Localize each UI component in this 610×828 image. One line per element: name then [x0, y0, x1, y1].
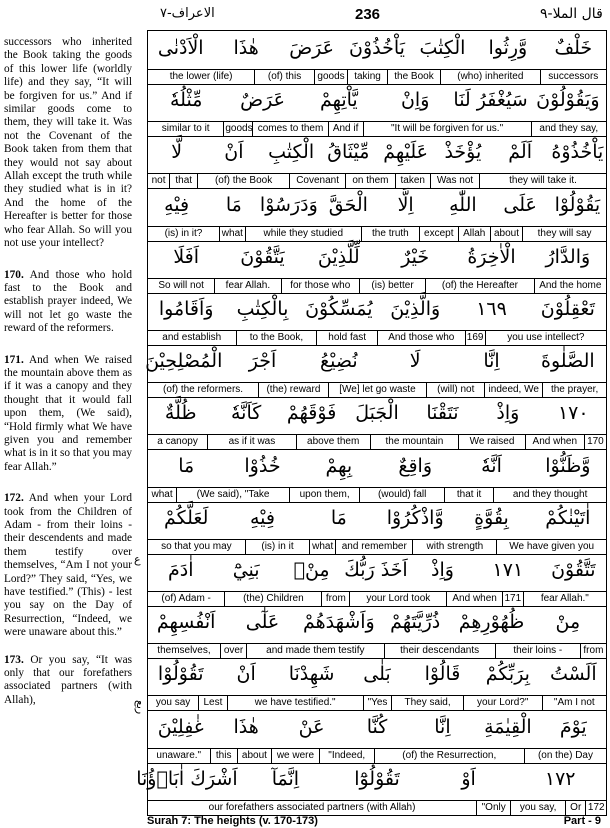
word-translation: they will say	[522, 227, 606, 241]
arabic-word: الْحَقَّ	[328, 193, 368, 216]
arabic-word: اَلَسْتُ	[549, 663, 597, 686]
word-translation: you use intellect?	[485, 331, 606, 345]
word-translation: Was not	[430, 174, 479, 188]
arabic-line	[148, 188, 606, 226]
footer-surah-title: Surah 7: The heights (v. 170-173)	[147, 815, 318, 827]
arabic-word: يَاْخُذُوْنَ	[349, 37, 405, 59]
word-translation: (of) the Book	[197, 174, 289, 188]
word-translation: So will not	[158, 279, 204, 291]
word-translation: (is) in it?	[164, 227, 203, 239]
arabic-word: تَتَّقُوْنَ	[551, 559, 596, 581]
word-translation: what	[151, 488, 173, 500]
word-translation: upon them,	[289, 488, 359, 502]
arabic-word: اَجْرَ	[248, 350, 277, 373]
word-translation: the Book	[387, 70, 440, 84]
verse-translation: 173. Or you say, “It was only that our forefathers associated partners (with Allah),	[4, 653, 132, 706]
arabic-word: قَالُوْا	[424, 663, 461, 686]
arabic-word: وَاَقَامُوا	[158, 298, 214, 320]
arabic-word: مِّيْثَاقُ	[327, 141, 370, 164]
word-translation: 172	[585, 801, 606, 815]
arabic-word: وَيَقُوْلُوْنَ	[536, 89, 600, 112]
word-translation: that it	[444, 488, 493, 502]
arabic-word: مَا	[225, 193, 242, 216]
word-translation: not	[151, 175, 166, 187]
word-translation: and remember	[335, 540, 412, 554]
word-translation: "Indeed,	[319, 749, 374, 763]
word-translation: And if	[328, 122, 363, 136]
arabic-line	[148, 501, 606, 539]
arabic-line	[148, 240, 606, 278]
word-translation: we were	[271, 749, 319, 763]
arabic-word: بِرَبِّكُمْ	[485, 663, 530, 686]
arabic-word: اٰدَمَ	[167, 559, 194, 581]
arabic-word: يَوْمَ	[559, 715, 587, 738]
word-translation: (would) fall	[359, 488, 444, 502]
word-translation: goods	[225, 123, 253, 135]
word-translation: indeed, We	[484, 383, 542, 397]
word-translation: for those who	[281, 279, 359, 293]
word-translation: you say	[155, 697, 191, 709]
arabic-word: بِقُوَّةٍ	[474, 506, 509, 529]
arabic-word: هٰذَا	[233, 37, 259, 59]
arabic-word: اَوْ	[461, 767, 476, 790]
word-translation: while they studied	[245, 227, 361, 241]
word-translation: (who) inherited	[440, 70, 540, 84]
arabic-word: نُضِيْعُ	[320, 350, 358, 373]
word-translation: with strength	[412, 540, 496, 554]
arabic-word: الْكِتٰبِ	[268, 141, 315, 164]
arabic-word: تَقُوْلُوْا	[157, 663, 204, 686]
arabic-word: لَّا	[171, 141, 183, 164]
word-translation: (will) not	[426, 383, 484, 397]
arabic-word: ١٧٢	[544, 767, 576, 790]
arabic-word: وَّظَنُّوْا	[545, 454, 591, 477]
word-translation: [We] let go waste	[328, 383, 427, 397]
arabic-word: كُنَّا	[366, 715, 388, 738]
arabic-word: تَعْقِلُوْنَ	[540, 298, 595, 320]
word-translation: Allah	[458, 227, 490, 241]
verse-translation: 170. And those who hold fast to the Book and establish prayer indeed, We will not let go waste the reward of the reformers.	[4, 268, 132, 335]
arabic-word: عَنْ	[298, 715, 325, 738]
word-translation: "Am I not	[542, 696, 606, 710]
arabic-word: اَنَّهٗ	[481, 454, 502, 477]
word-translation: (the) reward	[258, 383, 328, 397]
word-translation: and they say,	[531, 122, 606, 136]
word-translation: what	[219, 227, 245, 241]
word-translation: from	[321, 592, 349, 606]
arabic-word: اَخَذَ رَبُّكَ	[344, 559, 408, 581]
arabic-word: اَنْ	[224, 141, 244, 164]
arabic-word: يَقُوْلُوْا	[554, 193, 601, 216]
arabic-word: خُذُوْا	[244, 454, 281, 477]
arabic-word: خَيْرٌ	[401, 245, 430, 268]
word-translation: (We said), "Take	[176, 488, 289, 502]
word-translation: your Lord took	[349, 592, 446, 606]
arabic-word: يَّاْتِهِمْ	[319, 89, 358, 112]
arabic-word: ظُلَّةٌ	[164, 402, 197, 425]
arabic-word: مِّثْلُهٗ	[169, 89, 203, 112]
word-translation: We have given you	[496, 540, 606, 554]
word-translation: this	[210, 749, 237, 763]
verse-translation: successors who inherited the Book taking the goods of this lower life (worldly life) and they say, “It will be forgiven for us.” And if similar goods come to them, they will take it. Was not the Covenant of the Book taken from them that they would not say about Allah except the truth while they studied what is in it? And the home of the Hereafter is better for those who fear Allah. So will you not use your intellect?	[4, 36, 132, 250]
arabic-word: اللّٰهِ	[449, 193, 477, 216]
arabic-word: لَعَلَّكُمْ	[163, 506, 209, 529]
arabic-word: عَرَضَ	[289, 37, 334, 59]
word-translation: (of) the Resurrection,	[374, 749, 524, 763]
word-translation: Covenant	[289, 174, 345, 188]
arabic-word: اَنْفُسِهِمْ	[156, 611, 216, 634]
word-translation: we have testified."	[227, 696, 363, 710]
word-translation: you say,	[510, 801, 565, 815]
arabic-word: يَاْخُذُوْهُ	[551, 141, 604, 164]
arabic-word: وَالدَّارُ	[545, 245, 591, 268]
arabic-word: اَفَلَا	[173, 245, 200, 268]
word-translation: so that you may	[161, 540, 232, 552]
verse-translation: 171. And when We raised the mountain above them as if it was a canopy and they thought that it would fall upon them, (We said), “Hold firmly what We have given you and remember what is in it so that you may fear Allah.”	[4, 353, 132, 473]
word-translation: that	[169, 174, 197, 188]
arabic-word: الصَّلٰوةَ	[541, 350, 595, 373]
arabic-word: وَاِنْ	[400, 89, 430, 112]
arabic-word: بَنِيْٓ	[232, 559, 260, 581]
arabic-line	[148, 396, 606, 434]
verse-translation: 172. And when your Lord took from the Children of Adam - from their loins - their descendents and made them testify over themselves, “Am I not your Lord?” They said, “Yes, we have testified.” (This) - lest you say on the Day of Resurrection, “Indeed, we were unaware about this.”	[4, 492, 132, 639]
arabic-word: فِيْهِ	[250, 506, 276, 529]
word-translation: "It will be forgiven for us."	[363, 122, 531, 136]
arabic-word: شَهِدْنَا	[288, 663, 335, 686]
rub-marker: ربع	[134, 700, 147, 715]
word-translation: to the Book,	[236, 331, 317, 345]
word-translation: fear Allah.	[214, 279, 280, 293]
arabic-word: ظُهُوْرِهِمْ	[458, 611, 525, 634]
arabic-word: وَدَرَسُوْا	[259, 193, 318, 216]
word-translation: (is) in it	[245, 540, 310, 554]
arabic-word: يُؤْخَذْ	[444, 141, 482, 164]
word-translation: hold fast	[316, 331, 377, 345]
word-translation: themselves,	[157, 645, 211, 657]
word-translation: unaware."	[156, 749, 202, 761]
arabic-word: بَلٰى	[363, 663, 391, 686]
arabic-word: اَلَمْ	[508, 141, 532, 164]
arabic-word: ١٧٠	[557, 402, 589, 425]
arabic-word: وَالَّذِيْنَ	[390, 298, 441, 320]
arabic-line	[148, 605, 606, 643]
arabic-word: سَيُغْفَرُ لَنَا	[453, 89, 528, 112]
footer-part: Part - 9	[563, 815, 601, 827]
arabic-word: فَوْقَهُمْ	[286, 402, 337, 425]
word-translation: fear Allah."	[523, 592, 606, 606]
arabic-word: مِنْ	[555, 611, 581, 634]
arabic-word: بِهِمْ	[325, 454, 353, 477]
arabic-line	[145, 344, 606, 382]
arabic-line	[148, 135, 606, 173]
arabic-word: وَاِذْ	[496, 402, 520, 425]
english-translation-column	[4, 36, 132, 721]
word-translation: And when	[525, 435, 584, 449]
arabic-line	[148, 83, 606, 121]
arabic-word: الْجَبَلَ	[355, 402, 399, 425]
arabic-word: يُمَسِّكُوْنَ	[305, 298, 373, 320]
arabic-line	[148, 657, 606, 695]
arabic-word: هٰذَا	[233, 715, 259, 738]
word-translation: their loins -	[495, 644, 580, 658]
arabic-word: عَرَضٌ	[240, 89, 285, 112]
word-translation: (on the) Day	[524, 749, 606, 763]
word-translation: similar to it	[161, 123, 210, 135]
arabic-word: لَا	[409, 350, 421, 373]
arabic-word: عَلٰٓى	[245, 611, 280, 634]
arabic-word: ١٦٩	[476, 298, 507, 320]
arabic-word: اٰتَيْنٰكُمْ	[545, 506, 591, 529]
word-translation: their descendants	[384, 644, 495, 658]
arabic-word: ١٧١	[492, 559, 524, 581]
word-translation: and establish	[162, 332, 222, 343]
word-translation: about	[237, 749, 271, 763]
arabic-word: مَا	[330, 506, 347, 529]
word-translation: (of) Adam -	[161, 593, 211, 604]
arabic-word: اِنَّا	[434, 715, 451, 738]
word-translation: and they thought	[493, 488, 606, 502]
arabic-word: الْاٰخِرَةُ	[467, 245, 516, 268]
arabic-word: مَا	[178, 454, 195, 477]
word-translation: 169	[465, 331, 485, 345]
word-translation: (the) Children	[224, 592, 321, 606]
arabic-word: وَّاذْكُرُوْا	[386, 506, 444, 529]
word-translation: about	[490, 227, 522, 241]
word-translation: "Yes	[363, 696, 392, 710]
word-translation: "Only	[476, 801, 510, 815]
arabic-word: وَاَشْهَدَهُمْ	[302, 611, 375, 634]
arabic-word: نَتَقْنَا	[426, 402, 459, 425]
word-translation: 170	[584, 435, 606, 449]
word-translation: Or	[565, 801, 586, 815]
arabic-word: عَلَيْهِمْ	[383, 141, 428, 164]
word-translation: above them	[296, 435, 370, 449]
arabic-word: اَشْرَكَ اٰبَاۤؤُنَا	[136, 767, 238, 790]
page-number: 236	[355, 6, 381, 23]
arabic-word: وَّرِثُوا	[488, 37, 528, 59]
word-translation: our forefathers associated partners (with Allah)	[208, 801, 416, 813]
word-translation: a canopy	[157, 436, 198, 448]
page-header	[0, 2, 610, 30]
word-translation: except	[419, 227, 458, 241]
arabic-word: يَتَّقُوْنَ	[240, 245, 285, 268]
word-translation: the truth	[361, 227, 419, 241]
word-translation: (is) better	[359, 279, 425, 293]
arabic-word: الْكِتٰبَ	[419, 37, 466, 59]
word-translation: as if it was	[207, 435, 296, 449]
surah-title-arabic: الاعراف-٧	[160, 6, 215, 21]
word-translation: comes to them	[252, 122, 327, 136]
arabic-word: وَاقِعٌ	[398, 454, 432, 477]
word-translation: goods	[314, 70, 347, 84]
arabic-word: عَلَى	[503, 193, 537, 216]
arabic-word: اِلَّا	[397, 193, 414, 216]
arabic-word: لِّلَّذِيْنَ	[317, 245, 360, 268]
word-translation: They said,	[391, 696, 463, 710]
word-translation: And those who	[377, 331, 465, 345]
arabic-word: اَنْ	[236, 663, 256, 686]
arabic-word: كَاَنَّهٗ	[230, 402, 262, 425]
arabic-word: الْقِيٰمَةِ	[484, 715, 532, 738]
arabic-line	[148, 710, 606, 748]
word-translation: And the home	[534, 279, 606, 293]
arabic-word: خَلْفٌ	[554, 37, 593, 59]
word-translation: your Lord?"	[463, 696, 542, 710]
arabic-word: فِيْهِ	[164, 193, 190, 216]
ruku-marker: ع	[134, 553, 141, 566]
word-translation: We raised	[458, 435, 524, 449]
word-translation: and made them testify	[246, 644, 383, 658]
word-translation: (of) the reformers.	[163, 384, 244, 396]
arabic-line	[148, 553, 606, 591]
word-translation: from	[580, 644, 606, 658]
arabic-word: اِنَّمَآ	[271, 767, 300, 790]
word-translation: And when	[446, 592, 502, 606]
arabic-word: بِالْكِتٰبِ	[236, 298, 289, 320]
word-translation: (of) this	[254, 70, 314, 84]
word-translation: (of) the Hereafter	[425, 279, 533, 293]
arabic-line	[136, 762, 606, 800]
arabic-word: مِنْۢ	[293, 559, 330, 581]
arabic-word: تَقُوْلُوْٓا	[354, 767, 400, 790]
juz-title-arabic: قال الملا-٩	[540, 6, 603, 22]
arabic-line	[148, 31, 606, 69]
arabic-word: اِنَّا	[483, 350, 500, 373]
word-translation: what	[309, 540, 335, 554]
word-translation: successors	[540, 70, 606, 84]
arabic-line	[148, 449, 606, 487]
arabic-word: الْمُصْلِحِيْنَ	[145, 350, 223, 373]
arabic-line	[148, 292, 606, 330]
word-translation: on them	[345, 174, 394, 188]
word-translation: they will take it.	[479, 174, 606, 188]
word-translation: the prayer,	[542, 383, 606, 397]
word-translation: the lower (life)	[169, 71, 233, 82]
word-translation: over	[220, 644, 246, 658]
arabic-word: وَاِذْ	[430, 559, 454, 581]
word-translation: taking	[347, 70, 387, 84]
word-translation: taken	[395, 174, 430, 188]
word-translation: 171	[502, 592, 523, 606]
arabic-word: ذُرِّيَّتَهُمْ	[390, 611, 441, 634]
arabic-word: غٰفِلِيْنَ	[157, 715, 204, 738]
page-footer	[147, 814, 605, 828]
arabic-word: الْاَدْنٰى	[157, 37, 204, 59]
word-translation: Lest	[198, 696, 227, 710]
word-translation: the mountain	[370, 435, 459, 449]
